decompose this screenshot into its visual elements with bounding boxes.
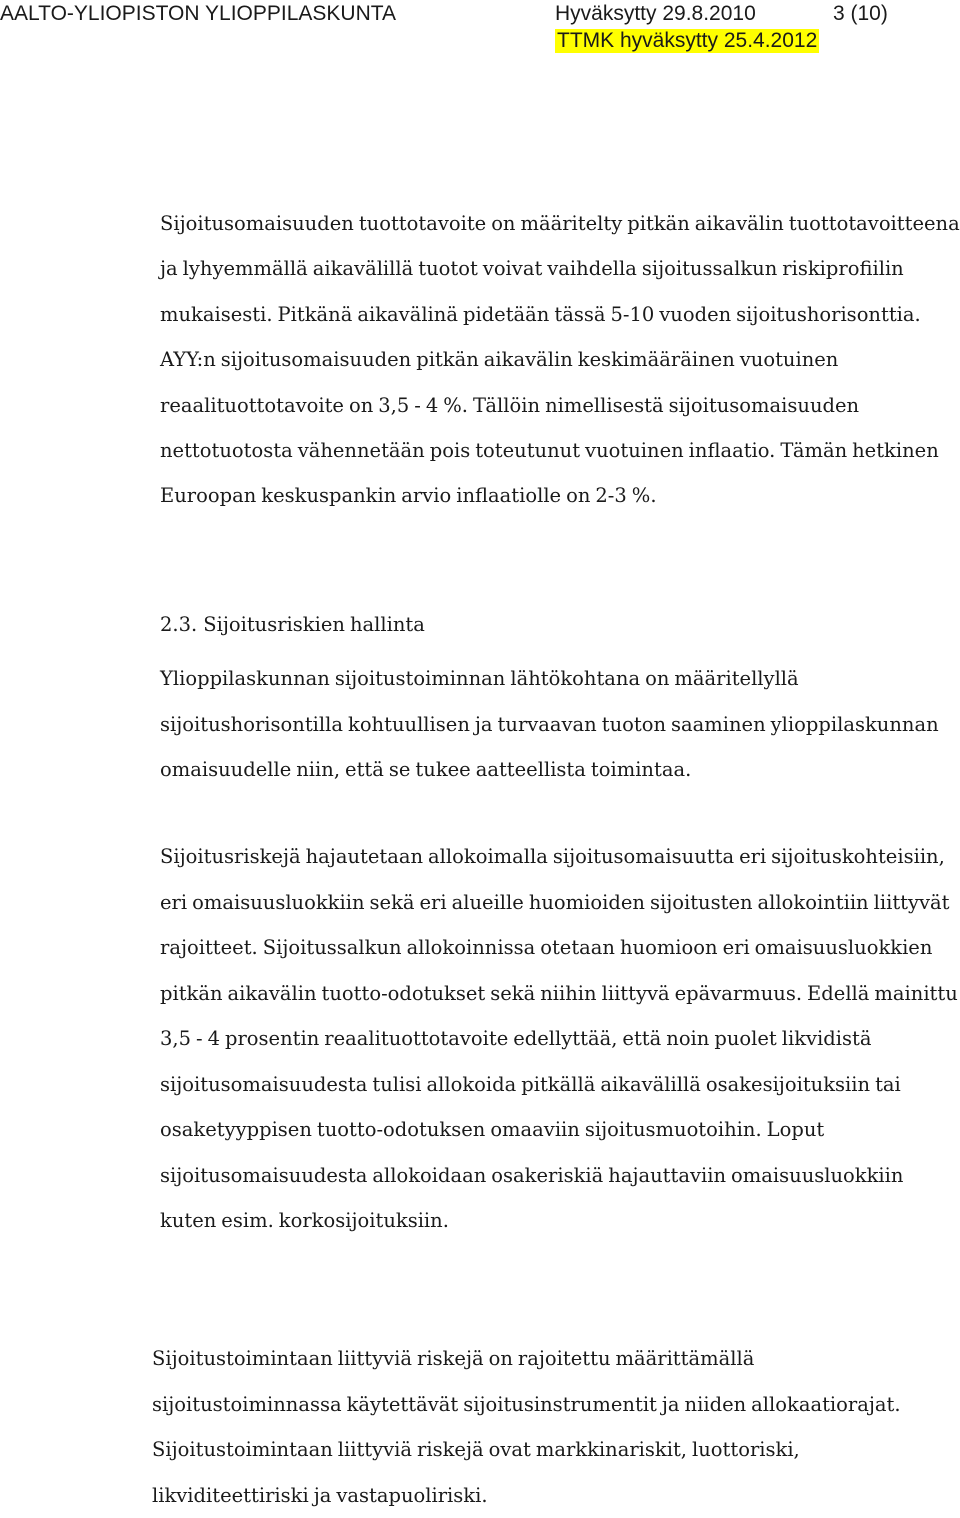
approval-date: Hyväksytty 29.8.2010	[555, 2, 756, 25]
organization-name: AALTO-YLIOPISTON YLIOPPILASKUNTA	[0, 2, 397, 25]
paragraph-return-target: Sijoitusomaisuuden tuottotavoite on määritelty pitkän aikavälin tuottotavoitteena ja lyhyemmällä aikavälillä tuotot voivat vaihdella sijoitussalkun riskiprofiilin mukaisesti. Pitkänä aikavälinä pidetään tässä 5-10 vuoden sijoitushorisonttia. AYY:n sijoitusomaisuuden pitkän aikavälin keskimääräinen vuotuinen reaalituottotavoite on 3,5 - 4 %. Tällöin nimellisestä sijoitusomaisuuden nettotuotosta vähennetään pois toteutunut vuotuinen inflaatio. Tämän hetkinen Euroopan keskuspankin arvio inflaatiolle on 2-3 %.	[160, 212, 960, 508]
section-title: Sijoitusriskien hallinta	[203, 613, 425, 636]
page-number: 3 (10)	[833, 2, 888, 25]
paragraph-risk-limits: Sijoitustoimintaan liittyviä riskejä on rajoitettu määrittämällä sijoitustoiminnassa käytettävät sijoitusinstrumentit ja niiden allokaatiorajat. Sijoitustoimintaan liittyviä riskejä ovat markkinariskit, luottoriski, likviditeettiriski ja vastapuoliriski.	[152, 1347, 901, 1507]
revision-approval-date: TTMK hyväksytty 25.4.2012	[557, 29, 818, 52]
paragraph-investment-principle: Ylioppilaskunnan sijoitustoiminnan lähtökohtana on määritellyllä sijoitushorisontilla kohtuullisen ja turvaavan tuoton saaminen ylioppilaskunnan omaisuudelle niin, että se tukee aatteellista toimintaa.	[160, 667, 939, 781]
paragraph-risk-diversification: Sijoitusriskejä hajautetaan allokoimalla sijoitusomaisuutta eri sijoituskohteisiin, eri omaisuusluokkiin sekä eri alueille huomioiden sijoitusten allokointiin liittyvät rajoitteet. Sijoitussalkun allokoinnissa otetaan huomioon eri omaisuusluokkien pitkän aikavälin tuotto-odotukset sekä niihin liittyvä epävarmuus. Edellä mainittu 3,5 - 4 prosentin reaalituottotavoite edellyttää, että noin puolet likvidistä sijoitusomaisuudesta tulisi allokoida pitkällä aikavälillä osakesijoituksiin tai osaketyyppisen tuotto-odotuksen omaaviin sijoitusmuotoihin. Loput sijoitusomaisuudesta allokoidaan osakeriskiä hajauttaviin omaisuusluokkiin kuten esim. korkosijoituksiin.	[160, 845, 958, 1232]
approval-block	[555, 0, 888, 54]
section-number: 2.3.	[160, 613, 198, 636]
section-heading	[160, 610, 425, 640]
